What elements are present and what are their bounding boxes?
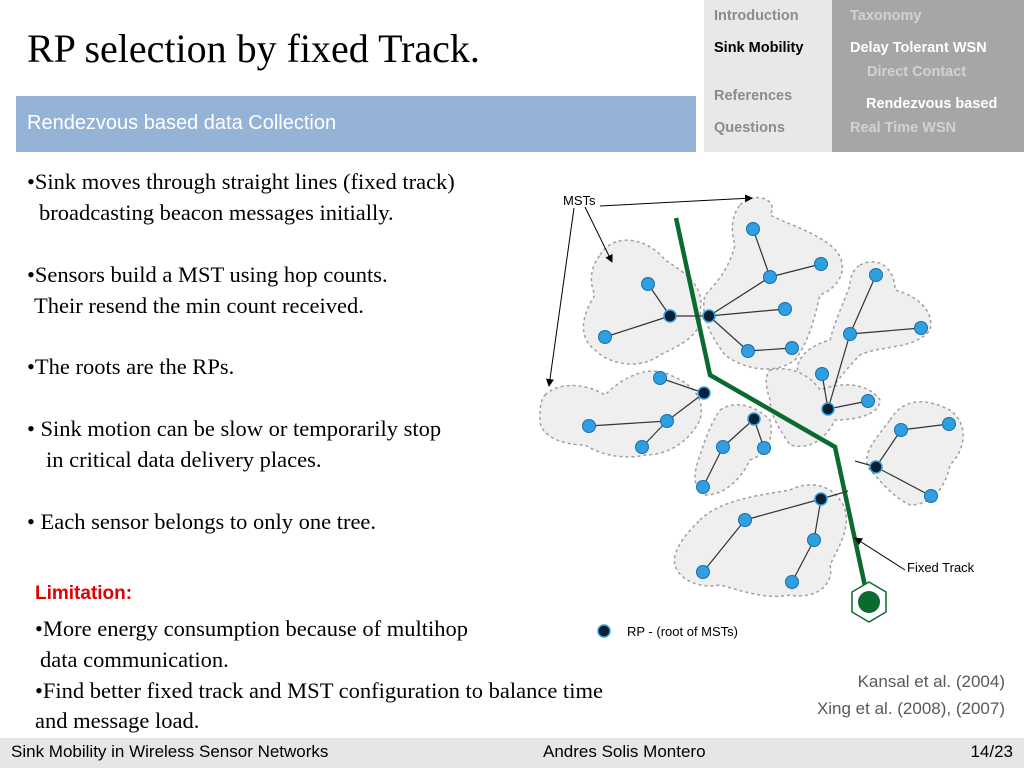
sensor-node — [915, 322, 928, 335]
nav-item-introduction[interactable]: Introduction — [714, 8, 799, 24]
footer-author: Andres Solis Montero — [543, 742, 706, 761]
rp-node — [698, 387, 710, 399]
label-fixed-track: Fixed Track — [907, 560, 975, 575]
sensor-node — [742, 345, 755, 358]
sensor-node — [599, 331, 612, 344]
sensor-node — [870, 269, 883, 282]
footer-page-number: 14/23 — [970, 742, 1013, 761]
sensor-node — [697, 566, 710, 579]
citation-kansal: Kansal et al. (2004) — [857, 672, 1005, 691]
nav-item-direct-contact[interactable]: Direct Contact — [867, 64, 967, 80]
limitation-line-2: data communication. — [40, 647, 229, 672]
sensor-node — [717, 441, 730, 454]
sensor-node — [747, 223, 760, 236]
bullet-sink-moves-cont: broadcasting beacon messages initially. — [39, 200, 394, 225]
nav-item-taxonomy[interactable]: Taxonomy — [850, 8, 922, 24]
nav-item-real-time-wsn[interactable]: Real Time WSN — [850, 120, 957, 136]
sensor-node — [583, 420, 596, 433]
sensor-node — [844, 328, 857, 341]
sensor-node — [661, 415, 674, 428]
sink-node — [852, 582, 886, 622]
section-subtitle: Rendezvous based data Collection — [27, 112, 337, 134]
sensor-node — [636, 441, 649, 454]
sensor-node — [654, 372, 667, 385]
sensor-node — [642, 278, 655, 291]
sensor-node — [779, 303, 792, 316]
nav-item-questions[interactable]: Questions — [714, 120, 785, 136]
rp-node — [703, 310, 715, 322]
limitation-line-4: and message load. — [35, 708, 200, 733]
rp-node — [748, 413, 760, 425]
nav-item-references[interactable]: References — [714, 88, 793, 104]
bullet-sink-motion-cont: in critical data delivery places. — [46, 447, 322, 472]
sensor-node — [943, 418, 956, 431]
mst-fixed-track-diagram — [520, 170, 1000, 650]
sensor-node — [764, 271, 777, 284]
rp-node — [664, 310, 676, 322]
nav-item-delay-tolerant-wsn[interactable]: Delay Tolerant WSN — [850, 40, 987, 56]
citation-xing: Xing et al. (2008), (2007) — [816, 699, 1005, 718]
footer-presentation-title: Sink Mobility in Wireless Sensor Networks — [11, 742, 329, 761]
sensor-node — [758, 442, 771, 455]
bullet-roots-rps: •The roots are the RPs. — [27, 354, 235, 379]
sensor-node — [895, 424, 908, 437]
nav-item-rendezvous-based[interactable]: Rendezvous based — [866, 96, 998, 112]
label-rp-legend: RP - (root of MSTs) — [627, 624, 739, 639]
bullet-sink-moves: •Sink moves through straight lines (fixed track) — [27, 169, 455, 194]
page-title: RP selection by fixed Track. — [27, 26, 480, 71]
bullet-sink-motion: • Sink motion can be slow or temporarily stop — [27, 416, 442, 441]
legend-rp-icon — [598, 625, 610, 637]
sensor-node — [862, 395, 875, 408]
sensor-node — [808, 534, 821, 547]
sensor-node — [786, 342, 799, 355]
sensor-node — [786, 576, 799, 589]
limitation-line-1: •More energy consumption because of multihop — [35, 616, 468, 641]
sensor-node — [697, 481, 710, 494]
sensor-node — [739, 514, 752, 527]
bullet-one-tree: • Each sensor belongs to only one tree. — [27, 509, 377, 534]
bullet-sensors-build-mst: •Sensors build a MST using hop counts. — [27, 262, 388, 287]
sensor-node — [925, 490, 938, 503]
sensor-node — [816, 368, 829, 381]
bullet-sensors-build-mst-cont: Their resend the min count received. — [34, 293, 364, 318]
rp-node — [822, 403, 834, 415]
label-msts: MSTs — [563, 193, 596, 208]
nav-item-sink-mobility[interactable]: Sink Mobility — [714, 40, 804, 56]
limitation-heading: Limitation: — [35, 583, 133, 604]
rp-node — [870, 461, 882, 473]
rp-node — [815, 493, 827, 505]
sensor-node — [815, 258, 828, 271]
limitation-line-3: •Find better fixed track and MST configuration to balance time — [35, 678, 603, 703]
